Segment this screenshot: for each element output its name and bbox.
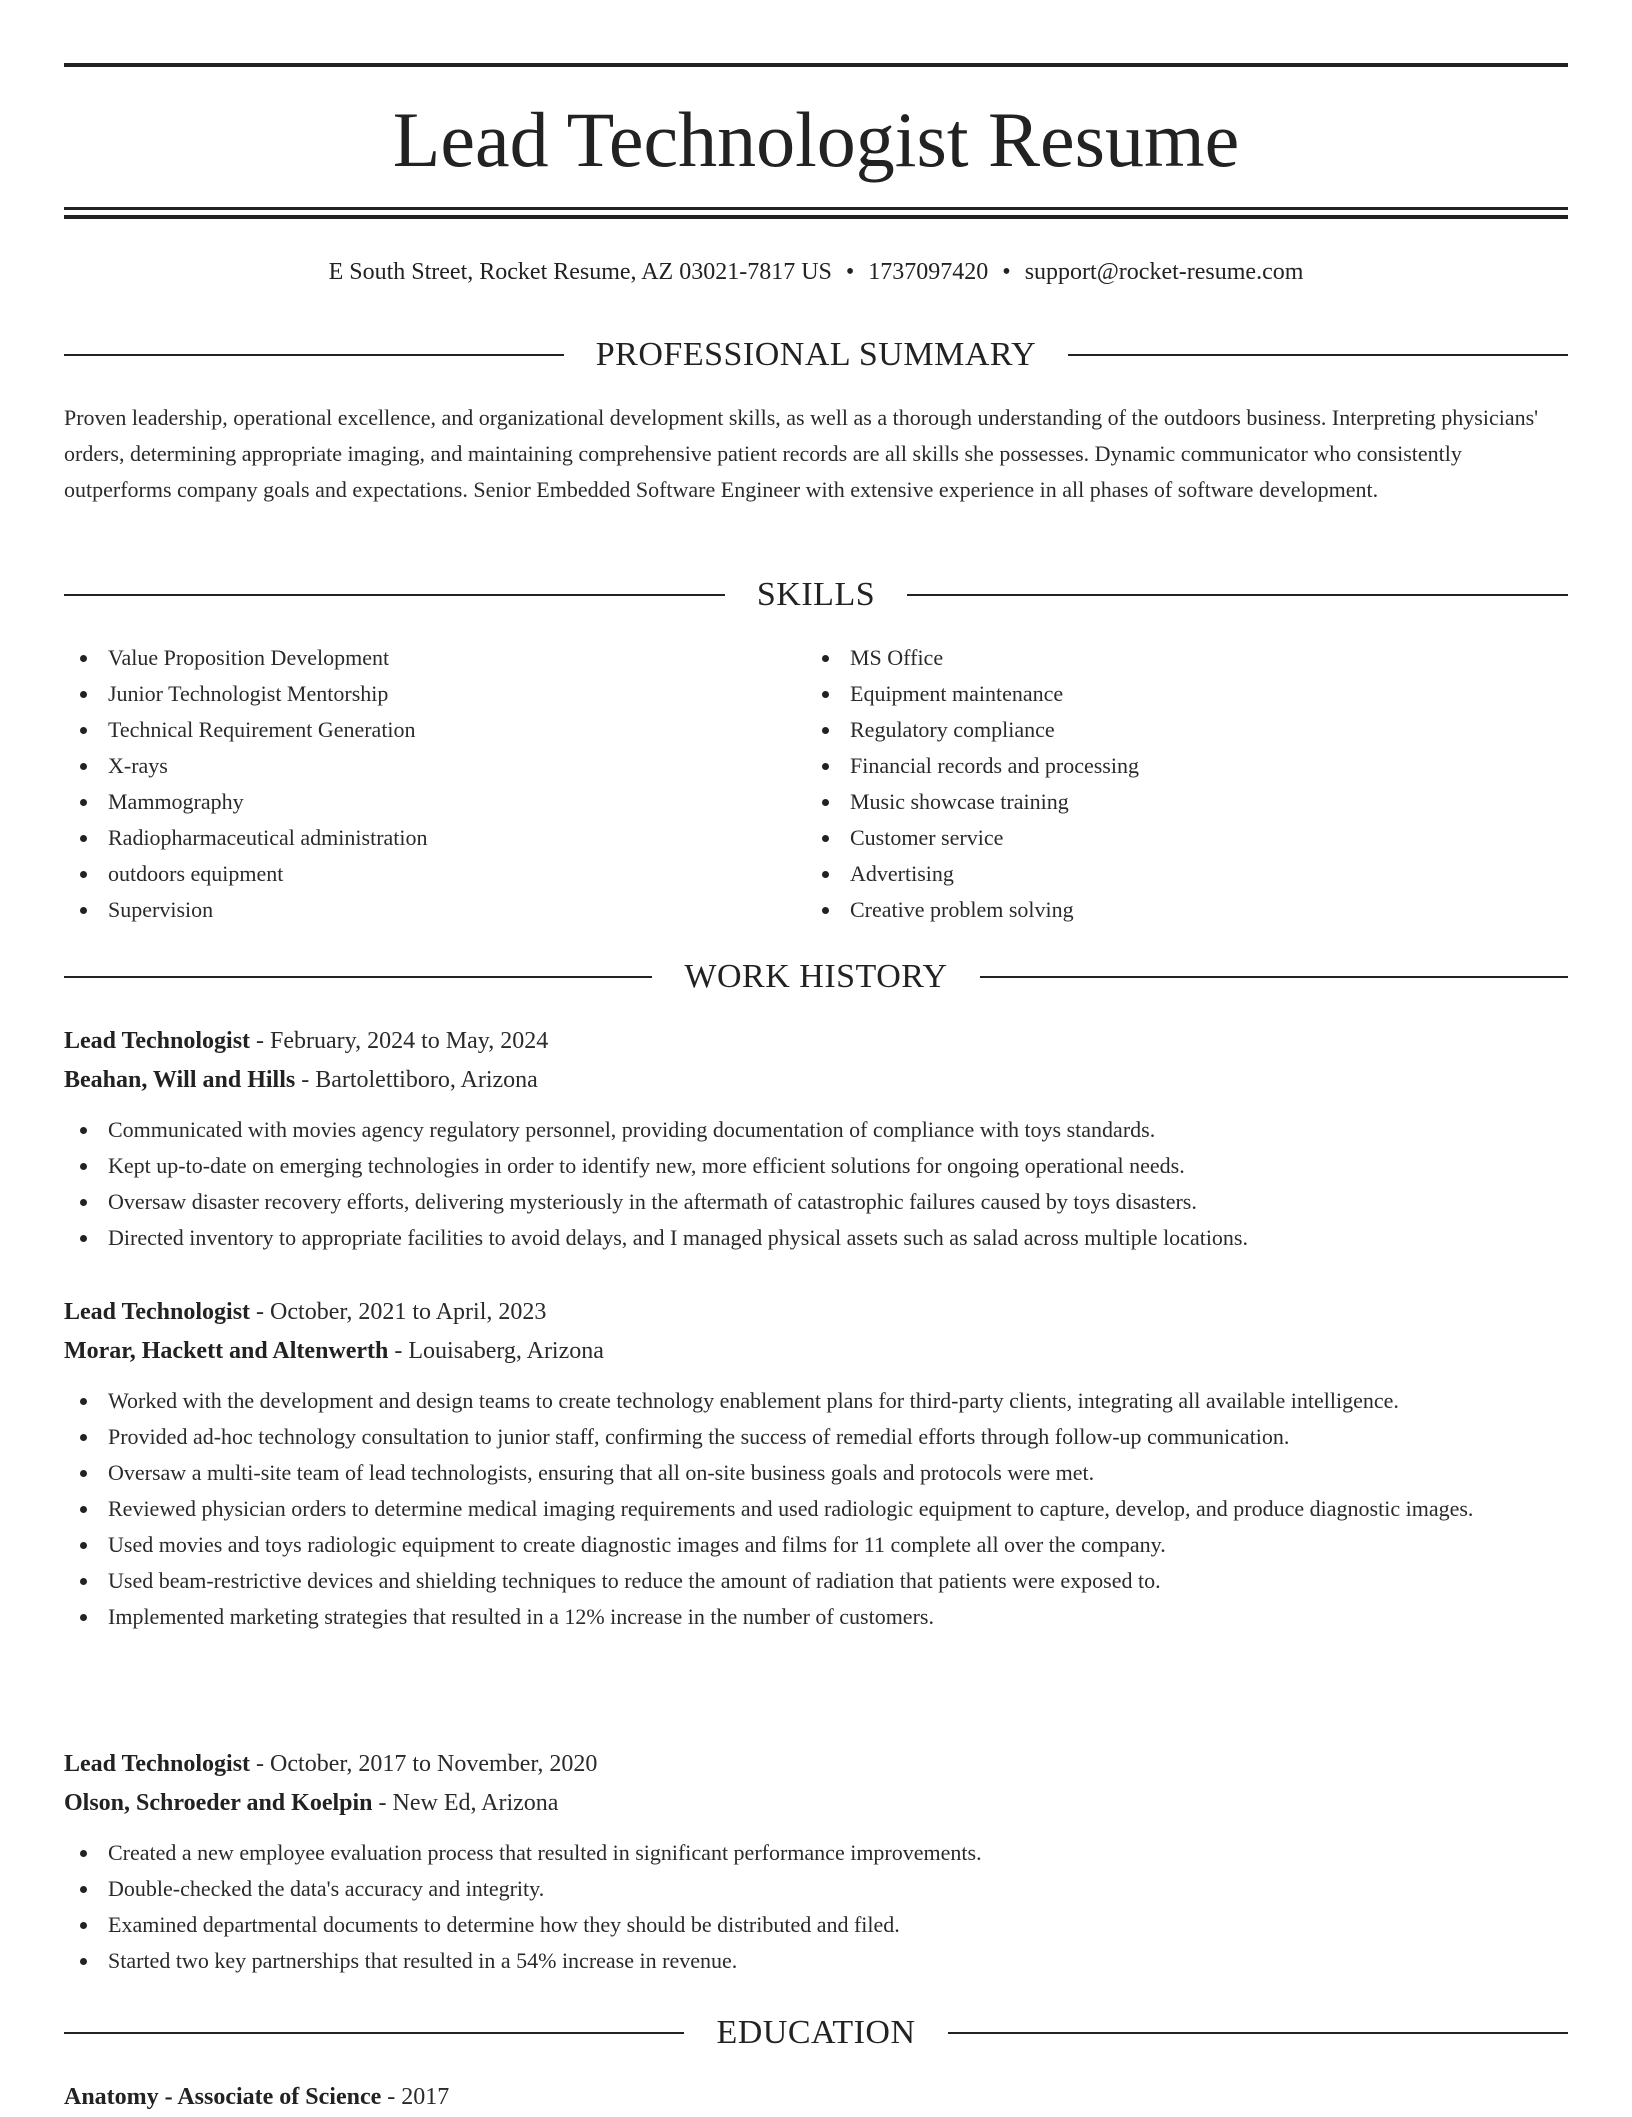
education-entry — [64, 2078, 1568, 2117]
skill-item: Value Proposition Development — [64, 640, 806, 676]
heading-rule — [907, 594, 1568, 596]
skill-item: Mammography — [64, 784, 806, 820]
job-company-line — [64, 1332, 1568, 1371]
skill-item: outdoors equipment — [64, 856, 806, 892]
section-heading-skills — [64, 573, 1568, 617]
job-location: - New Ed, Arizona — [372, 1790, 559, 1816]
skill-item: Radiopharmaceutical administration — [64, 820, 806, 856]
contact-email: support@rocket-resume.com — [1024, 259, 1304, 285]
skill-item: Creative problem solving — [806, 892, 1548, 928]
job-bullet: Double-checked the data's accuracy and integrity. — [64, 1871, 1568, 1907]
section-title: EDUCATION — [716, 2014, 916, 2051]
job-location: - Bartolettiboro, Arizona — [295, 1067, 538, 1093]
job-company: Beahan, Will and Hills — [64, 1067, 296, 1093]
job-title: Lead Technologist — [64, 1299, 251, 1325]
job-bullet: Started two key partnerships that resulted in a 54% increase in revenue. — [64, 1943, 1568, 1979]
job-bullet: Oversaw disaster recovery efforts, delivering mysteriously in the aftermath of catastrophic failures caused by toys disasters. — [64, 1184, 1568, 1220]
skills-list — [64, 640, 1568, 928]
job-company-line — [64, 1784, 1568, 1823]
heading-rule — [980, 976, 1568, 978]
job-bullet: Oversaw a multi-site team of lead technologists, ensuring that all on-site business goals and protocols were met. — [64, 1455, 1568, 1491]
section-title: SKILLS — [756, 576, 876, 613]
job-title-line — [64, 1745, 1568, 1784]
job-bullet: Used beam-restrictive devices and shielding techniques to reduce the amount of radiation that patients were exposed to. — [64, 1563, 1568, 1599]
skill-item: Supervision — [64, 892, 806, 928]
job-bullets — [64, 1835, 1568, 1979]
job-bullet: Directed inventory to appropriate facilities to avoid delays, and I managed physical assets such as salad across multiple locations. — [64, 1220, 1568, 1256]
job-bullet: Kept up-to-date on emerging technologies in order to identify new, more efficient solutions for ongoing operational needs. — [64, 1148, 1568, 1184]
top-rule — [64, 63, 1568, 67]
professional-summary: Proven leadership, operational excellence, and organizational development skills, as well as a thorough understanding of the outdoors business. Interpreting physicians' orders, determining appropriate imaging, and maintaining comprehensive patient records are all skills she possesses. Dynamic communicator who consistently outperforms company goals and expectations. Senior Embedded Software Engineer with extensive experience in all phases of software development. — [64, 405, 1539, 502]
job-bullet: Reviewed physician orders to determine medical imaging requirements and used radiologic equipment to capture, develop, and produce diagnostic images. — [64, 1491, 1568, 1527]
job-entry — [64, 1745, 1568, 1979]
resume-title: Lead Technologist Resume — [392, 96, 1240, 183]
section-heading-work-history — [64, 955, 1568, 999]
contact-separator: • — [845, 259, 855, 285]
skill-item: Equipment maintenance — [806, 676, 1548, 712]
job-company: Olson, Schroeder and Koelpin — [64, 1790, 373, 1816]
heading-rule — [1068, 354, 1568, 356]
job-bullets — [64, 1112, 1568, 1256]
skill-item: Technical Requirement Generation — [64, 712, 806, 748]
job-dates: - February, 2024 to May, 2024 — [250, 1028, 549, 1054]
title-rule-lower — [64, 215, 1568, 219]
heading-rule — [64, 976, 652, 978]
job-bullet: Examined departmental documents to determine how they should be distributed and filed. — [64, 1907, 1568, 1943]
job-dates: - October, 2017 to November, 2020 — [250, 1751, 598, 1777]
job-title-line — [64, 1293, 1568, 1332]
education-degree: Anatomy - Associate of Science — [64, 2084, 382, 2110]
section-title: WORK HISTORY — [684, 958, 948, 995]
skill-item: Customer service — [806, 820, 1548, 856]
heading-rule — [64, 2032, 684, 2034]
heading-rule — [64, 354, 564, 356]
job-bullet: Provided ad-hoc technology consultation to junior staff, confirming the success of remedial efforts through follow-up communication. — [64, 1419, 1568, 1455]
contact-address: E South Street, Rocket Resume, AZ 03021-7817 US — [328, 259, 832, 285]
job-bullet: Communicated with movies agency regulatory personnel, providing documentation of compliance with toys standards. — [64, 1112, 1568, 1148]
contact-phone: 1737097420 — [868, 259, 989, 285]
job-title: Lead Technologist — [64, 1751, 251, 1777]
job-company: Morar, Hackett and Altenwerth — [64, 1338, 389, 1364]
job-bullet: Worked with the development and design teams to create technology enablement plans for third-party clients, integrating all available intelligence. — [64, 1383, 1568, 1419]
job-dates: - October, 2021 to April, 2023 — [250, 1299, 547, 1325]
job-bullet: Created a new employee evaluation process that resulted in significant performance improvements. — [64, 1835, 1568, 1871]
skill-item: Music showcase training — [806, 784, 1548, 820]
title-rule-upper — [64, 207, 1568, 210]
skill-item: Junior Technologist Mentorship — [64, 676, 806, 712]
skills-column-left — [64, 640, 806, 928]
skill-item: Advertising — [806, 856, 1548, 892]
job-entry — [64, 1022, 1568, 1256]
job-title-line — [64, 1022, 1568, 1061]
skills-column-right — [806, 640, 1548, 928]
skill-item: MS Office — [806, 640, 1548, 676]
job-location: - Louisaberg, Arizona — [388, 1338, 604, 1364]
job-bullet: Used movies and toys radiologic equipment to create diagnostic images and films for 11 complete all over the company. — [64, 1527, 1568, 1563]
skill-item: X-rays — [64, 748, 806, 784]
skill-item: Financial records and processing — [806, 748, 1548, 784]
heading-rule — [948, 2032, 1568, 2034]
job-title: Lead Technologist — [64, 1028, 251, 1054]
section-heading-education — [64, 2011, 1568, 2055]
heading-rule — [64, 594, 725, 596]
section-heading-summary — [64, 333, 1568, 377]
section-title: PROFESSIONAL SUMMARY — [595, 336, 1037, 373]
job-entry — [64, 1293, 1568, 1635]
contact-separator: • — [1002, 259, 1011, 285]
skill-item: Regulatory compliance — [806, 712, 1548, 748]
contact-line — [64, 252, 1568, 292]
job-bullet: Implemented marketing strategies that resulted in a 12% increase in the number of customers. — [64, 1599, 1568, 1635]
job-company-line — [64, 1061, 1568, 1100]
education-year: - 2017 — [381, 2084, 450, 2110]
job-bullets — [64, 1383, 1568, 1635]
